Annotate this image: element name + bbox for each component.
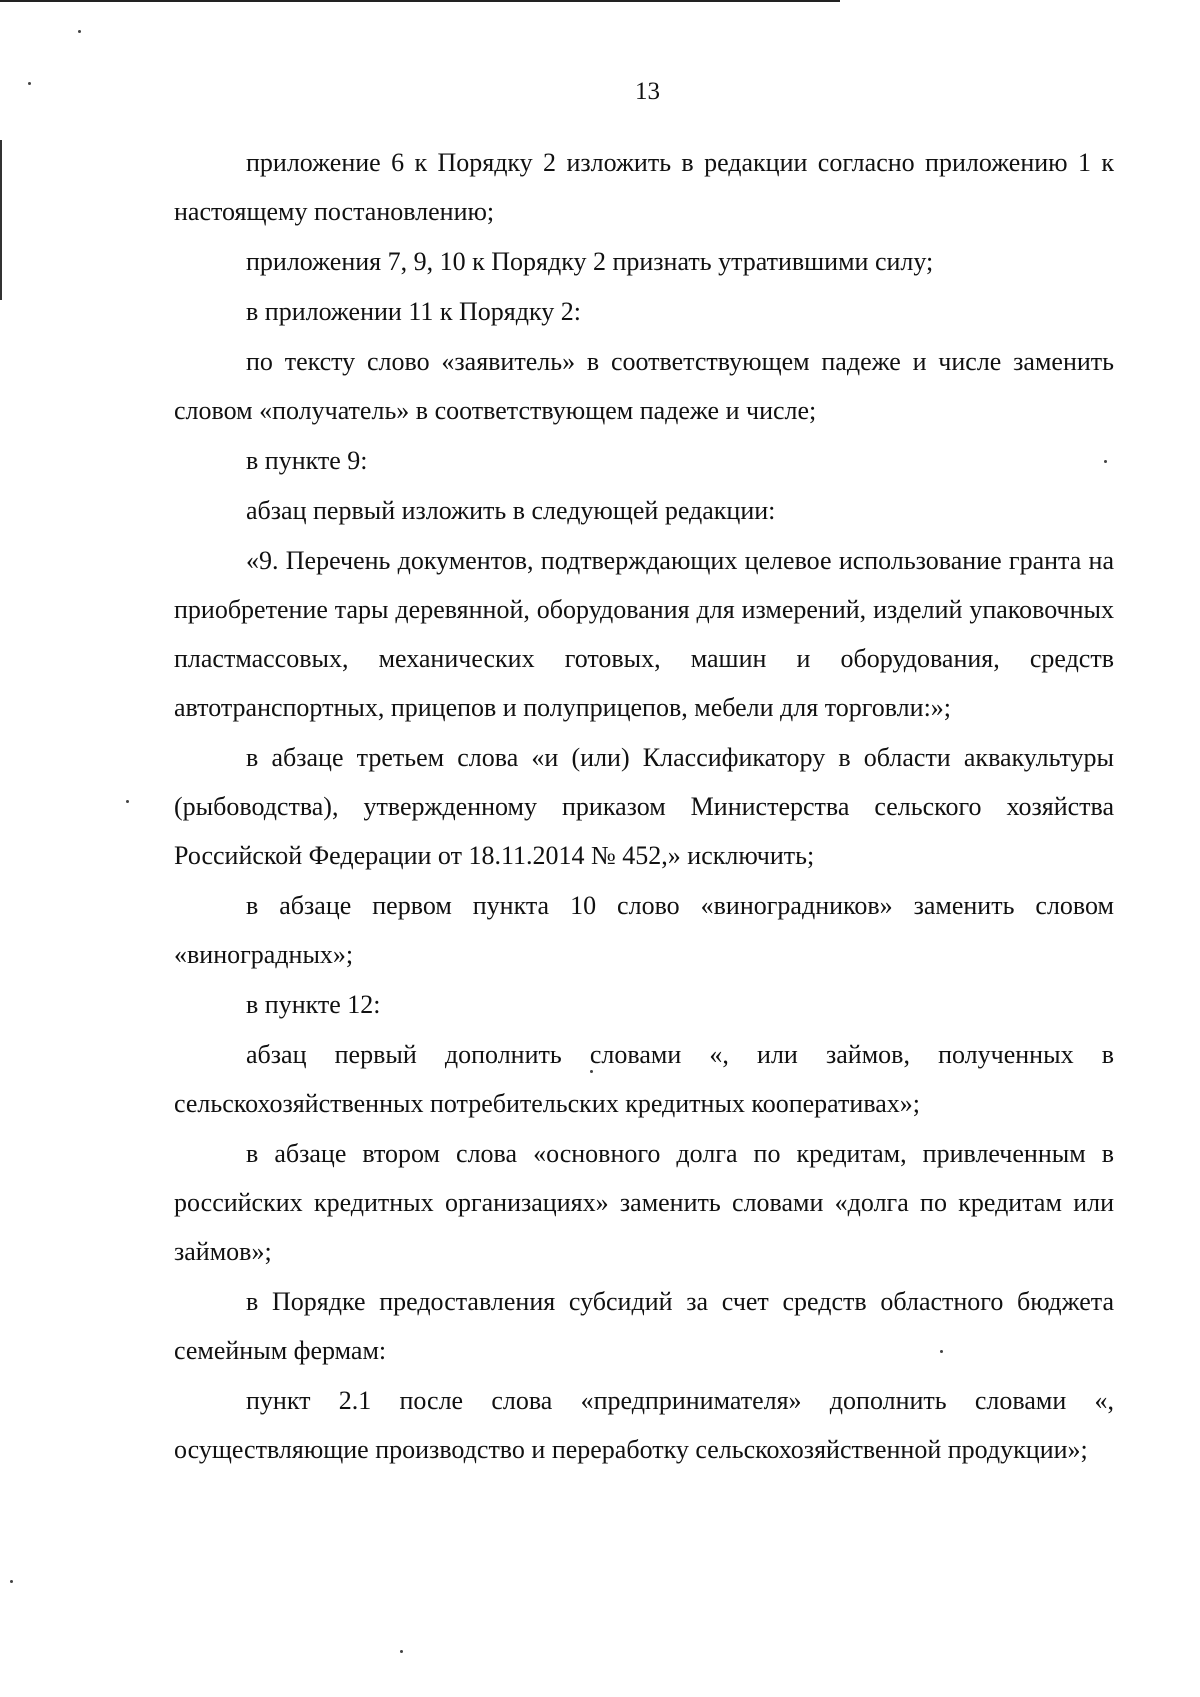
scan-top-edge (0, 0, 840, 2)
paragraph: абзац первый изложить в следующей редакции: (246, 496, 776, 525)
paragraph: приложение 6 к Порядку 2 изложить в редакции согласно приложению 1 к настоящему постановлению; (174, 148, 1114, 226)
paragraph: абзац первый дополнить словами «, или займов, полученных в сельскохозяйственных потребительских кредитных кооперативах»; (174, 1040, 1114, 1118)
paragraph: в пункте 9: (246, 446, 368, 475)
document-body (174, 138, 1114, 1475)
paragraph: в абзаце втором слова «основного долга по кредитам, привлеченным в российских кредитных организациях» заменить словами «долга по кредитам или займов»; (174, 1139, 1114, 1266)
scan-speck (10, 1580, 13, 1583)
paragraph: в абзаце третьем слова «и (или) Классификатору в области аквакультуры (рыбоводства), утвержденному приказом Министерства сельского хозяйства Российской Федерации от 18.11.2014 № 452,» исключить; (174, 743, 1114, 870)
paragraph: «9. Перечень документов, подтверждающих целевое использование гранта на приобретение тары деревянной, оборудования для измерений, изделий упаковочных пластмассовых, механических готовых, машин и оборудования, средств автотранспортных, прицепов и полуприцепов, мебели для торговли:»; (174, 546, 1114, 722)
scan-speck (78, 30, 81, 33)
paragraph: в абзаце первом пункта 10 слово «виноградников» заменить словом «виноградных»; (174, 891, 1114, 969)
scan-speck (400, 1650, 403, 1653)
paragraph: в Порядке предоставления субсидий за счет средств областного бюджета семейным фермам: (174, 1287, 1114, 1365)
scan-left-edge (0, 140, 2, 300)
paragraph: пункт 2.1 после слова «предпринимателя» дополнить словами «, осуществляющие производство и переработку сельскохозяйственной продукции»; (174, 1386, 1114, 1464)
paragraph: по тексту слово «заявитель» в соответствующем падеже и числе заменить словом «получатель» в соответствующем падеже и числе; (174, 347, 1114, 425)
paragraph: в приложении 11 к Порядку 2: (246, 297, 581, 326)
scan-speck (126, 800, 129, 803)
paragraph: приложения 7, 9, 10 к Порядку 2 признать утратившими силу; (246, 247, 934, 276)
page-number: 13 (635, 78, 660, 105)
paragraph: в пункте 12: (246, 990, 381, 1019)
